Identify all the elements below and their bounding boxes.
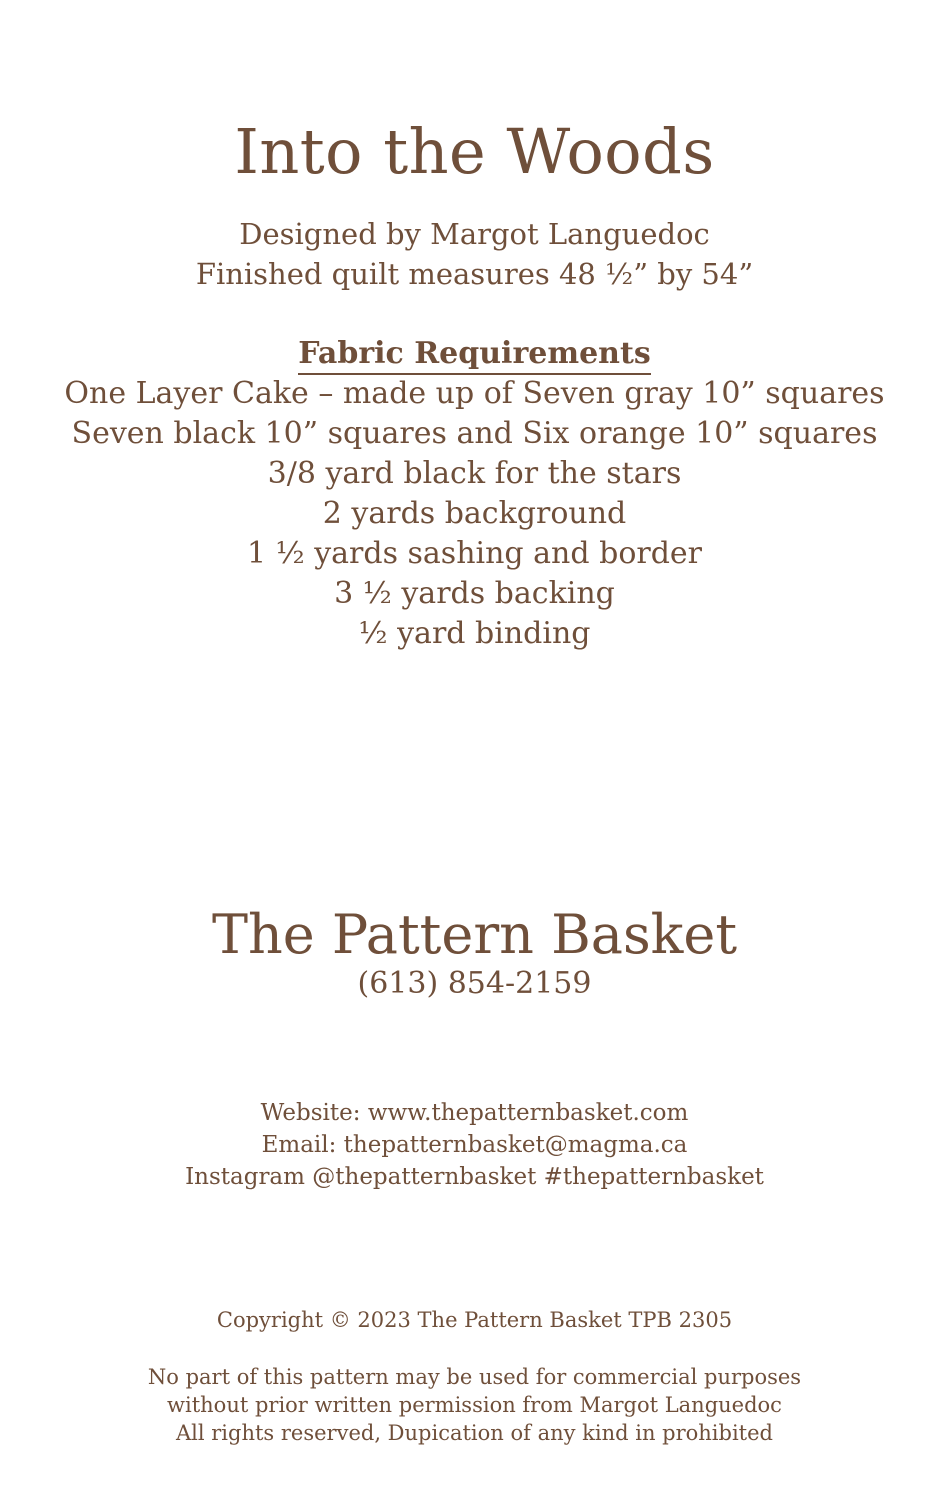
pattern-title: Into the Woods	[234, 115, 715, 188]
requirement-item: 2 yards background	[322, 496, 627, 531]
legal-notice	[0, 1363, 949, 1447]
copyright-notice: Copyright © 2023 The Pattern Basket TPB 2305	[216, 1308, 733, 1332]
fabric-requirements-heading	[0, 334, 949, 374]
brand-name: The Pattern Basket	[211, 903, 738, 966]
requirement-item: 3 ½ yards backing	[334, 576, 615, 611]
requirement-item: ½ yard binding	[358, 616, 591, 651]
website-line: Website: www.thepatternbasket.com	[260, 1100, 689, 1126]
fabric-requirements-list	[0, 374, 949, 654]
requirement-item: Seven black 10” squares and Six orange 10” squares	[71, 416, 878, 451]
email-line: Email: thepatternbasket@magma.ca	[261, 1132, 688, 1158]
instagram-line: Instagram @thepatternbasket #thepatternbasket	[185, 1164, 764, 1190]
requirement-item: 3/8 yard black for the stars	[267, 456, 682, 491]
legal-line: All rights reserved, Dupication of any kind in prohibited	[176, 1421, 773, 1445]
requirement-item: 1 ½ yards sashing and border	[246, 536, 703, 571]
pattern-info	[0, 214, 949, 294]
brand-phone: (613) 854-2159	[357, 966, 592, 1001]
legal-line: No part of this pattern may be used for commercial purposes	[147, 1365, 802, 1389]
designer-credit: Designed by Margot Languedoc	[239, 217, 710, 251]
finished-size: Finished quilt measures 48 ½” by 54”	[195, 257, 754, 291]
legal-line: without prior written permission from Margot Languedoc	[167, 1393, 782, 1417]
contact-info	[0, 1097, 949, 1193]
fabric-requirements-heading-text: Fabric Requirements	[298, 336, 650, 375]
requirement-item: One Layer Cake – made up of Seven gray 10” squares	[64, 376, 885, 411]
